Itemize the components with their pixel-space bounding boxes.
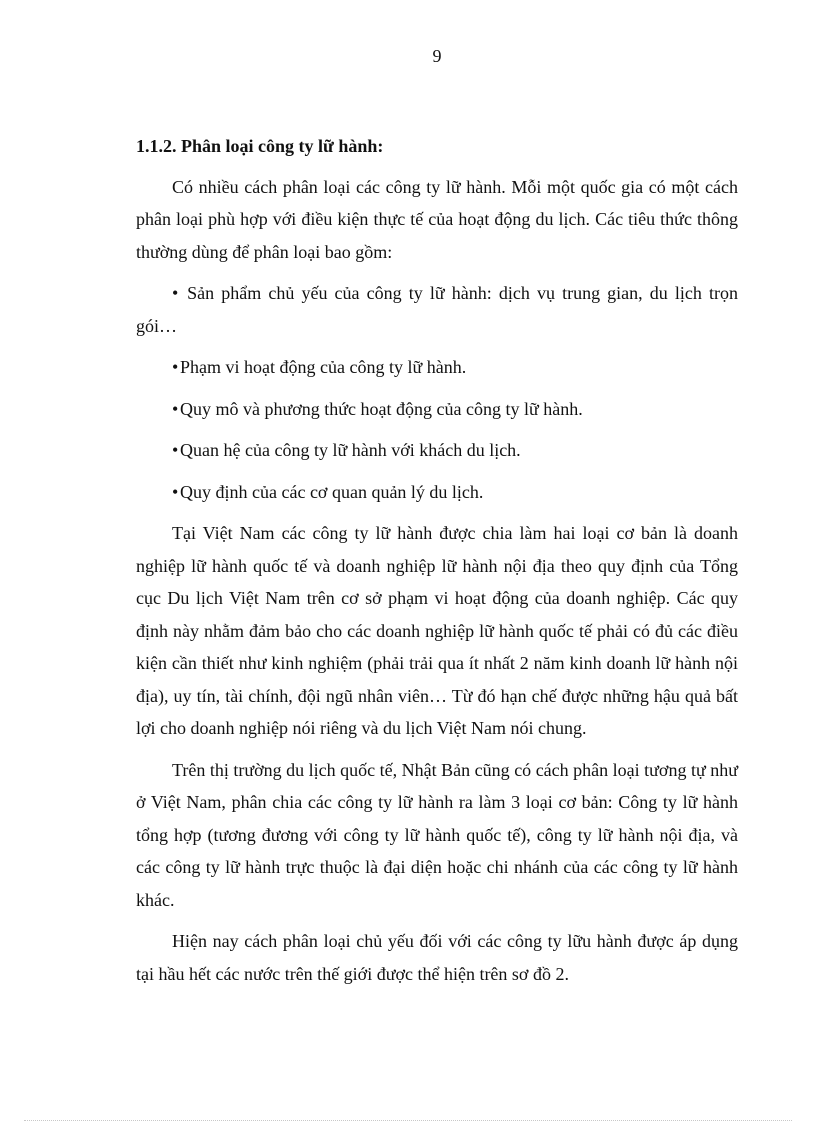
list-item-text: Phạm vi hoạt động của công ty lữ hành. [180,357,467,377]
footer-divider [24,1120,792,1121]
page-number: 9 [432,46,442,66]
list-item-text: Sản phẩm chủ yếu của công ty lữ hành: dịch vụ trung gian, du lịch trọn gói… [136,283,738,336]
body-paragraph: Hiện nay cách phân loại chủ yếu đối với các công ty lữu hành được áp dụng tại hầu hết các nước trên thế giới được thể hiện trên sơ đồ 2. [136,931,738,984]
list-item-text: Quan hệ của công ty lữ hành với khách du lịch. [180,440,521,460]
list-item [136,393,738,426]
list-item [136,476,738,509]
criteria-list [136,277,738,508]
list-item-text: Quy mô và phương thức hoạt động của công ty lữ hành. [180,398,583,419]
document-body [136,130,738,999]
bullet-icon: • [172,357,179,377]
bullet-icon: • [172,398,179,419]
bullet-icon: • [172,481,179,502]
bullet-icon: • [172,283,179,303]
list-item [136,351,738,384]
bullet-icon: • [172,440,179,460]
intro-paragraph: Có nhiều cách phân loại các công ty lữ hành. Mỗi một quốc gia có một cách phân loại phù hợp với điều kiện thực tế của hoạt động du lịch. Các tiêu thức thông thường dùng để phân loại bao gồm: [136,176,738,262]
body-paragraph: Tại Việt Nam các công ty lữ hành được chia làm hai loại cơ bản là doanh nghiệp lữ hành quốc tế và doanh nghiệp lữ hành nội địa theo quy định của Tổng cục Du lịch Việt Nam trên cơ sở phạm vi hoạt động của doanh nghiệp. Các quy định này nhằm đảm bảo cho các doanh nghiệp lữ hành quốc tế phải có đủ các điều kiện cần thiết như kinh nghiệm (phải trải qua ít nhất 2 năm kinh doanh lữ hành nội địa), uy tín, tài chính, đội ngũ nhân viên… Từ đó hạn chế được những hậu quả bất lợi cho doanh nghiệp nói riêng và du lịch Việt Nam nói chung. [136,523,738,738]
section-heading: 1.1.2. Phân loại công ty lữ hành: [136,136,384,156]
body-paragraph: Trên thị trường du lịch quốc tế, Nhật Bản cũng có cách phân loại tương tự như ở Việt Nam, phân chia các công ty lữ hành ra làm 3 loại cơ bản: Công ty lữ hành tổng hợp (tương đương với công ty lữ hành quốc tế), công ty lữ hành nội địa, và các công ty lữ hành trực thuộc là đại diện hoặc chi nhánh của các công ty lữ hành khác. [136,759,738,910]
list-item [136,277,738,342]
list-item-text: Quy định của các cơ quan quản lý du lịch. [180,481,484,502]
list-item [136,434,738,467]
